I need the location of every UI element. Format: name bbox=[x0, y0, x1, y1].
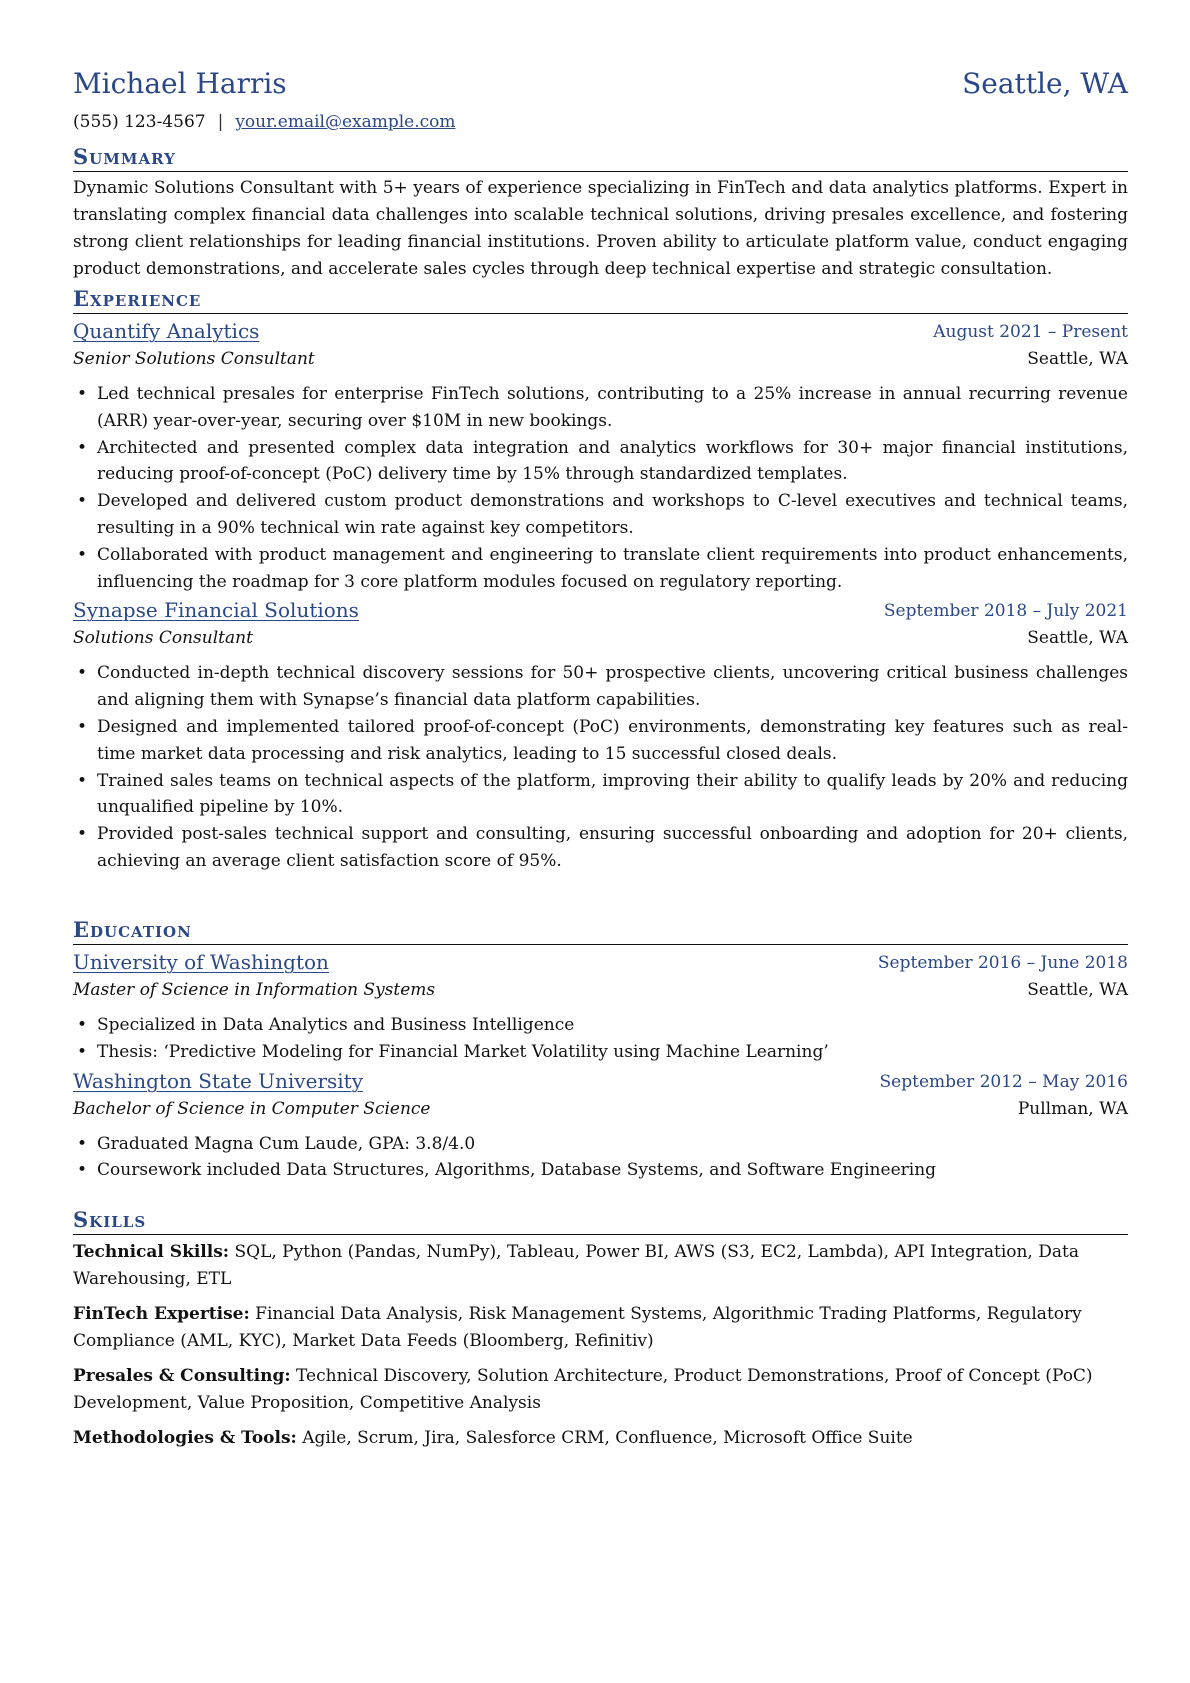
employment-dates: September 2018 – July 2021 bbox=[883, 601, 1128, 622]
achievement-item: • Trained sales teams on technical aspects of the platform, improving their ability to qualify leads by 20% and reducing unqualified pipeline by 10%. bbox=[73, 768, 1128, 822]
employer-name-link[interactable]: Quantify Analytics bbox=[73, 319, 260, 343]
education-section bbox=[73, 917, 1128, 1184]
section-title-summary: Summary bbox=[73, 144, 1128, 172]
experience-entry bbox=[73, 317, 1128, 595]
education-detail-list bbox=[73, 1012, 1128, 1066]
achievement-item: • Designed and implemented tailored proof-of-concept (PoC) environments, demonstrating key features such as real-time market data processing and risk analytics, leading to 15 successful closed deals. bbox=[73, 714, 1128, 768]
achievement-list bbox=[73, 660, 1128, 874]
school-name-link[interactable]: Washington State University bbox=[73, 1068, 363, 1093]
achievement-item: • Conducted in-depth technical discovery sessions for 50+ prospective clients, uncovering critical business challenges and aligning them with Synapse’s financial data platform capabilities. bbox=[73, 660, 1128, 714]
achievement-item: • Led technical presales for enterprise FinTech solutions, contributing to a 25% increase in annual recurring revenue (ARR) year-over-year, securing over $10M in new bookings. bbox=[73, 381, 1128, 435]
email-link[interactable]: your.email@example.com bbox=[235, 112, 456, 132]
skill-group-value: Financial Data Analysis, Risk Management Systems, Algorithmic Trading Platforms, Regulatory Compliance (AML, KYC), Market Data Feeds (Bloomberg, Refinitiv) bbox=[73, 1304, 1082, 1351]
skill-group-label: FinTech Expertise: bbox=[73, 1304, 250, 1324]
job-title: Solutions Consultant bbox=[73, 628, 253, 649]
education-entry bbox=[73, 1067, 1128, 1185]
experience-section bbox=[73, 286, 1128, 875]
skill-group bbox=[73, 1425, 1128, 1452]
summary-text: Dynamic Solutions Consultant with 5+ years of experience specializing in FinTech and data analytics platforms. Expert in translating complex financial data challenges into scalable technical solutions, driving presales excellence, and fostering strong client relationships for leading financial institutions. Proven ability to articulate platform value, conduct engaging product demonstrations, and accelerate sales cycles through deep technical expertise and strategic consultation. bbox=[73, 178, 1128, 279]
skill-group-label: Methodologies & Tools: bbox=[73, 1428, 297, 1448]
section-title-education: Education bbox=[73, 917, 1128, 945]
education-detail-item: • Thesis: ‘Predictive Modeling for Financial Market Volatility using Machine Learning’ bbox=[73, 1039, 1128, 1066]
education-detail-item: • Graduated Magna Cum Laude, GPA: 3.8/4.0 bbox=[73, 1131, 1128, 1158]
achievement-item: • Developed and delivered custom product demonstrations and workshops to C-level executives and technical teams, resulting in a 90% technical win rate against key competitors. bbox=[73, 488, 1128, 542]
school-location: Pullman, WA bbox=[1017, 1098, 1128, 1119]
candidate-location: Seattle, WA bbox=[962, 67, 1128, 100]
skill-group-label: Presales & Consulting: bbox=[73, 1366, 291, 1386]
education-entry bbox=[73, 948, 1128, 1066]
skill-group-value: Agile, Scrum, Jira, Salesforce CRM, Confluence, Microsoft Office Suite bbox=[302, 1428, 913, 1448]
section-title-experience: Experience bbox=[73, 286, 1128, 314]
job-title: Senior Solutions Consultant bbox=[73, 349, 315, 369]
school-location: Seattle, WA bbox=[1027, 980, 1128, 1000]
skill-group-value: Technical Discovery, Solution Architecture, Product Demonstrations, Proof of Concept (PoC) Development, Value Proposition, Competitive Analysis bbox=[73, 1366, 1093, 1413]
achievement-list bbox=[73, 381, 1128, 595]
skill-group-label: Technical Skills: bbox=[73, 1242, 230, 1262]
achievement-item: • Architected and presented complex data integration and analytics workflows for 30+ major financial institutions, reducing proof-of-concept (PoC) delivery time by 15% through standardized templates. bbox=[73, 435, 1128, 489]
skill-group bbox=[73, 1363, 1128, 1417]
achievement-item: • Collaborated with product management and engineering to translate client requirements into product enhancements, influencing the roadmap for 3 core platform modules focused on regulatory reporting. bbox=[73, 542, 1128, 596]
summary-section bbox=[73, 144, 1128, 283]
education-detail-item: • Coursework included Data Structures, Algorithms, Database Systems, and Software Engineering bbox=[73, 1157, 1128, 1184]
study-dates: September 2016 – June 2018 bbox=[877, 953, 1128, 973]
skill-group bbox=[73, 1239, 1128, 1293]
education-detail-item: • Specialized in Data Analytics and Business Intelligence bbox=[73, 1012, 1128, 1039]
achievement-item: • Provided post-sales technical support and consulting, ensuring successful onboarding and adoption for 20+ clients, achieving an average client satisfaction score of 95%. bbox=[73, 821, 1128, 875]
degree-title: Bachelor of Science in Computer Science bbox=[73, 1098, 431, 1119]
section-title-skills: Skills bbox=[73, 1207, 1128, 1235]
candidate-name: Michael Harris bbox=[73, 67, 287, 100]
skills-section bbox=[73, 1207, 1128, 1460]
study-dates: September 2012 – May 2016 bbox=[879, 1071, 1128, 1092]
employer-name-link[interactable]: Synapse Financial Solutions bbox=[73, 598, 359, 623]
experience-entry bbox=[73, 596, 1128, 874]
resume-header bbox=[73, 64, 1128, 104]
employment-dates: August 2021 – Present bbox=[933, 322, 1128, 342]
contact-line bbox=[73, 110, 456, 134]
job-location: Seattle, WA bbox=[1027, 349, 1128, 369]
school-name-link[interactable]: University of Washington bbox=[73, 950, 329, 974]
degree-title: Master of Science in Information Systems bbox=[73, 980, 436, 1000]
skill-group bbox=[73, 1301, 1128, 1355]
phone-number: (555) 123-4567 bbox=[73, 112, 206, 132]
education-detail-list bbox=[73, 1131, 1128, 1185]
contact-separator: | bbox=[217, 112, 224, 132]
skill-group-value: SQL, Python (Pandas, NumPy), Tableau, Power BI, AWS (S3, EC2, Lambda), API Integration, Data Warehousing, ETL bbox=[73, 1242, 1079, 1289]
job-location: Seattle, WA bbox=[1027, 628, 1128, 649]
